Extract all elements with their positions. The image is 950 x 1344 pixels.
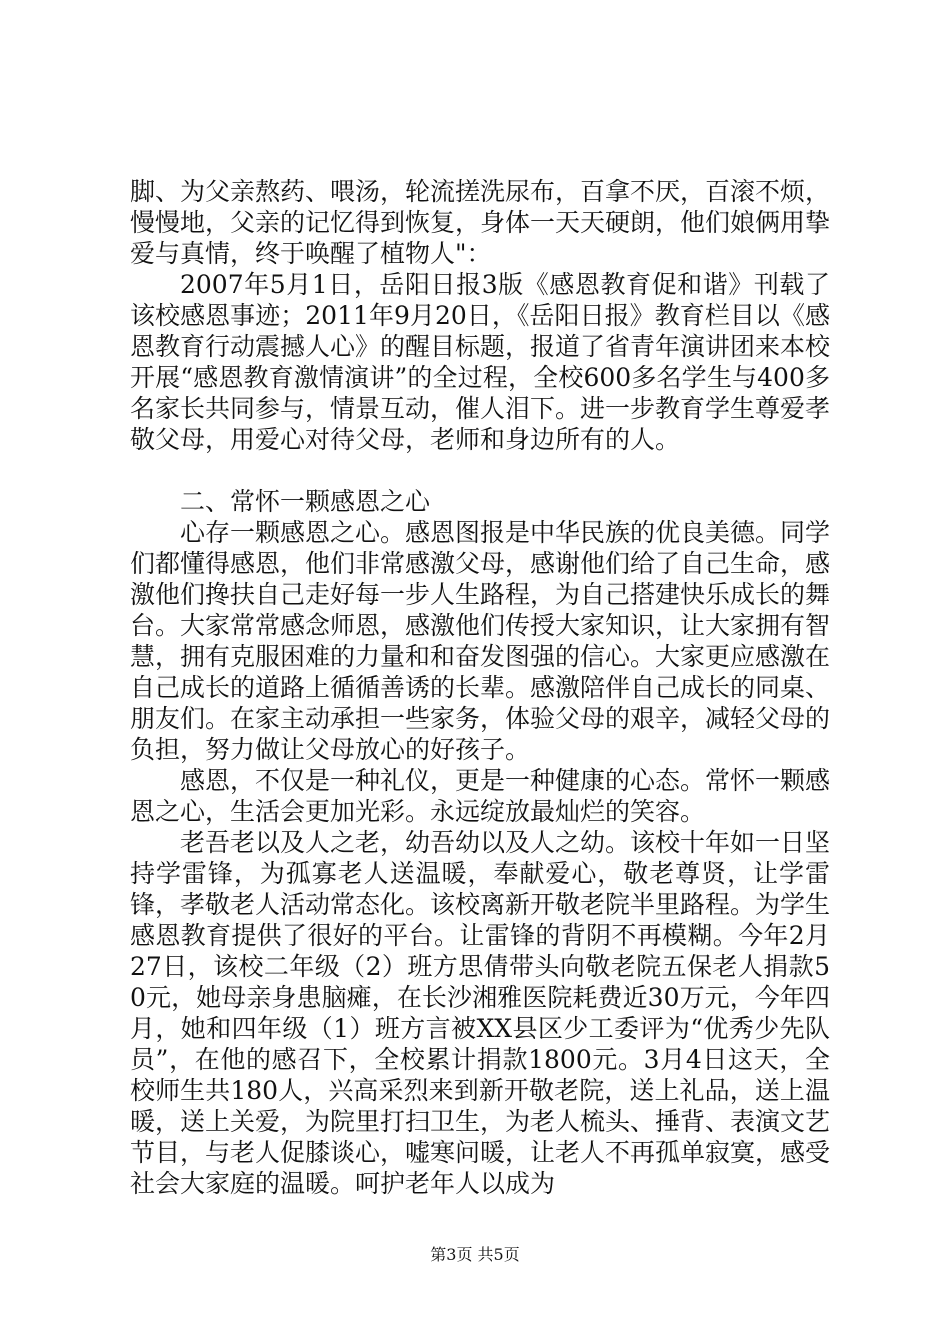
paragraph-gratitude-heart: 心存一颗感恩之心。感恩图报是中华民族的优良美德。同学们都懂得感恩，他们非常感激父母，感谢他们给了自己生命，感激他们搀扶自己走好每一步人生路程，为自己搭建快乐成长的舞台。大家常常感念师恩，感激他们传授大家知识，让大家拥有智慧，拥有克服困难的力量和和奋发图强的信心。大家更应感激在自己成长的道路上循循善诱的长辈。感激陪伴自己成长的同桌、朋友们。在家主动承担一些家务，体验父母的艰辛，减轻父母的负担，努力做让父母放心的好孩子。 bbox=[130, 518, 831, 764]
paragraph-continuation: 脚、为父亲熬药、喂汤，轮流搓洗尿布，百拿不厌，百滚不烦，慢慢地，父亲的记忆得到恢复，身体一天天硬朗，他们娘俩用挚爱与真情，终于唤醒了植物人"： bbox=[130, 177, 831, 268]
page-number-footer: 第3页 共5页 bbox=[430, 1245, 520, 1264]
paragraph-elder-care: 老吾老以及人之老，幼吾幼以及人之幼。该校十年如一日坚持学雷锋，为孤寡老人送温暖，奉献爱心，敬老尊贤，让学雷锋，孝敬老人活动常态化。该校离新开敬老院半里路程。为学生感恩教育提供了很好的平台。让雷锋的背阴不再模糊。今年2月27日，该校二年级（2）班方思倩带头向敬老院五保老人捐款50元，她母亲身患脑瘫，在长沙湘雅医院耗费近30万元，今年四月，她和四年级（1）班方言被XX县区少工委评为“优秀少先队员”，在他的感召下，全校累计捐款1800元。3月4日这天，全校师生共180人，兴高采烈来到新开敬老院，送上礼品，送上温暖，送上关爱，为院里打扫卫生，为老人梳头、捶背、表演文艺节目，与老人促膝谈心，嘘寒问暖，让老人不再孤单寂寞，感受社会大家庭的温暖。呵护老年人以成为 bbox=[130, 828, 831, 1198]
paragraph-gratitude-attitude: 感恩，不仅是一种礼仪，更是一种健康的心态。常怀一颗感恩之心，生活会更加光彩。永远绽放最灿烂的笑容。 bbox=[130, 766, 831, 826]
section-heading: 二、常怀一颗感恩之心 bbox=[180, 487, 431, 516]
paragraph-news-report: 2007年5月1日，岳阳日报3版《感恩教育促和谐》刊载了该校感恩事迹；2011年9月20日，《岳阳日报》教育栏目以《感恩教育行动震撼人心》的醒目标题，报道了省青年演讲团来本校开展“感恩教育激情演讲”的全过程，全校600多名学生与400多名家长共同参与，情景互动，催人泪下。进一步教育学生尊爱孝敬父母，用爱心对待父母，老师和身边所有的人。 bbox=[130, 270, 831, 454]
document-body bbox=[130, 176, 830, 1199]
